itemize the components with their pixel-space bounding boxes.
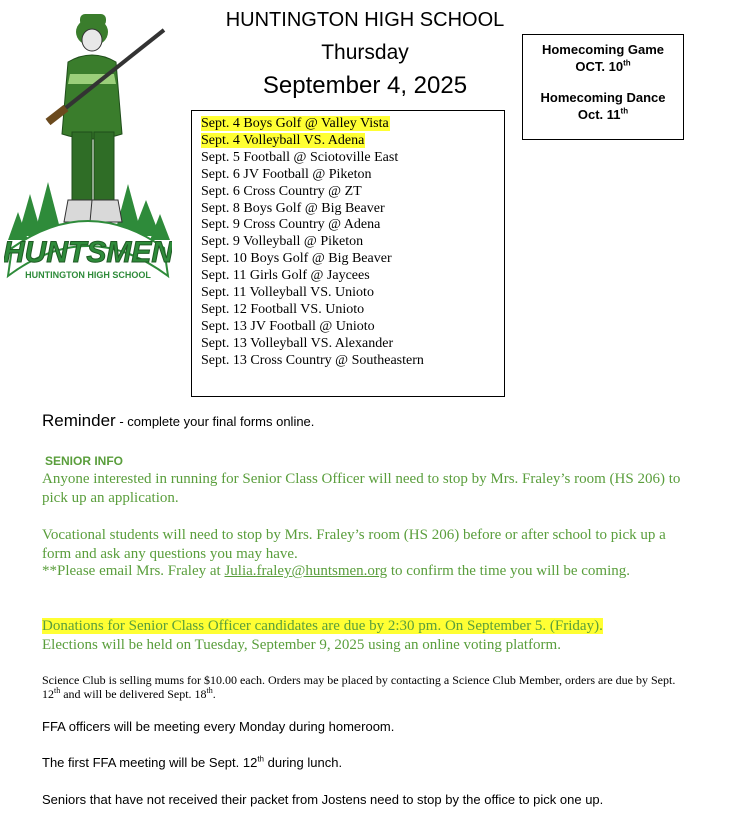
homecoming-dance-label: Homecoming Dance (540, 90, 666, 105)
schedule-item: Sept. 6 JV Football @ Piketon (201, 166, 372, 182)
logo-subtitle: HUNTINGTON HIGH SCHOOL (25, 270, 151, 280)
schedule-item: Sept. 8 Boys Golf @ Big Beaver (201, 200, 385, 216)
huntsmen-logo (4, 4, 172, 288)
jostens-notice: Seniors that have not received their packet from Jostens need to stop by the office to pick one up. (42, 792, 604, 807)
schedule-item: Sept. 9 Cross Country @ Adena (201, 217, 381, 233)
reminder-title: Reminder (42, 411, 116, 430)
header-day: Thursday (321, 41, 409, 64)
schedule-item: Sept. 9 Volleyball @ Piketon (201, 234, 364, 250)
logo-wordmark: HUNTSMEN (4, 236, 172, 269)
homecoming-box (522, 34, 684, 140)
schedule-item: Sept. 4 Volleyball VS. Adena (201, 132, 365, 148)
page-header (205, 6, 525, 102)
schedule-item: Sept. 13 Volleyball VS. Alexander (201, 335, 394, 351)
senior-officer-paragraph: Anyone interested in running for Senior Class Officer will need to stop by Mrs. Fraley’s room (HS 206) to pick up an application. (42, 471, 681, 506)
schedule-item: Sept. 6 Cross Country @ ZT (201, 183, 362, 199)
schedule-item: Sept. 13 JV Football @ Unioto (201, 318, 375, 334)
ffa-officers-notice: FFA officers will be meeting every Monday during homeroom. (42, 719, 395, 734)
email-link[interactable]: Julia.fraley@huntsmen.org (224, 563, 388, 579)
schedule-item: Sept. 12 Football VS. Unioto (201, 301, 365, 317)
schedule-item: Sept. 5 Football @ Sciotoville East (201, 149, 399, 165)
donations-notice: Donations for Senior Class Officer candidates are due by 2:30 pm. On September 5. (Friday). (42, 618, 603, 634)
schedule-item: Sept. 13 Cross Country @ Southeastern (201, 352, 424, 368)
reminder-text: - complete your final forms online. (115, 414, 315, 429)
school-name: HUNTINGTON HIGH SCHOOL (225, 9, 505, 31)
homecoming-game-label: Homecoming Game (541, 42, 665, 57)
reminder (42, 411, 314, 431)
ffa-meeting-notice: The first FFA meeting will be Sept. 12th during lunch. (42, 754, 343, 770)
homecoming-dance-date: Oct. 11th (577, 106, 629, 122)
sports-schedule (191, 110, 505, 397)
senior-info-heading: SENIOR INFO (45, 454, 124, 468)
schedule-item: Sept. 4 Boys Golf @ Valley Vista (201, 116, 389, 131)
email-paragraph: **Please email Mrs. Fraley at Julia.fraley@huntsmen.org to confirm the time you will be coming. (42, 563, 631, 579)
homecoming-game-date: OCT. 10th (575, 58, 631, 74)
header-date: September 4, 2025 (262, 72, 468, 99)
schedule-item: Sept. 11 Girls Golf @ Jaycees (201, 268, 370, 284)
schedule-item: Sept. 11 Volleyball VS. Unioto (201, 285, 374, 301)
elections-notice: Elections will be held on Tuesday, September 9, 2025 using an online voting platform. (42, 637, 561, 653)
science-club-notice: Science Club is selling mums for $10.00 each. Orders may be placed by contacting a Science Club Member, orders are due by Sept. 12th and will be delivered Sept. 18th. (42, 673, 676, 701)
vocational-paragraph: Vocational students will need to stop by Mrs. Fraley’s room (HS 206) before or after school to pick up a form and ask any questions you may have. (42, 527, 666, 562)
schedule-item: Sept. 10 Boys Golf @ Big Beaver (201, 251, 392, 267)
